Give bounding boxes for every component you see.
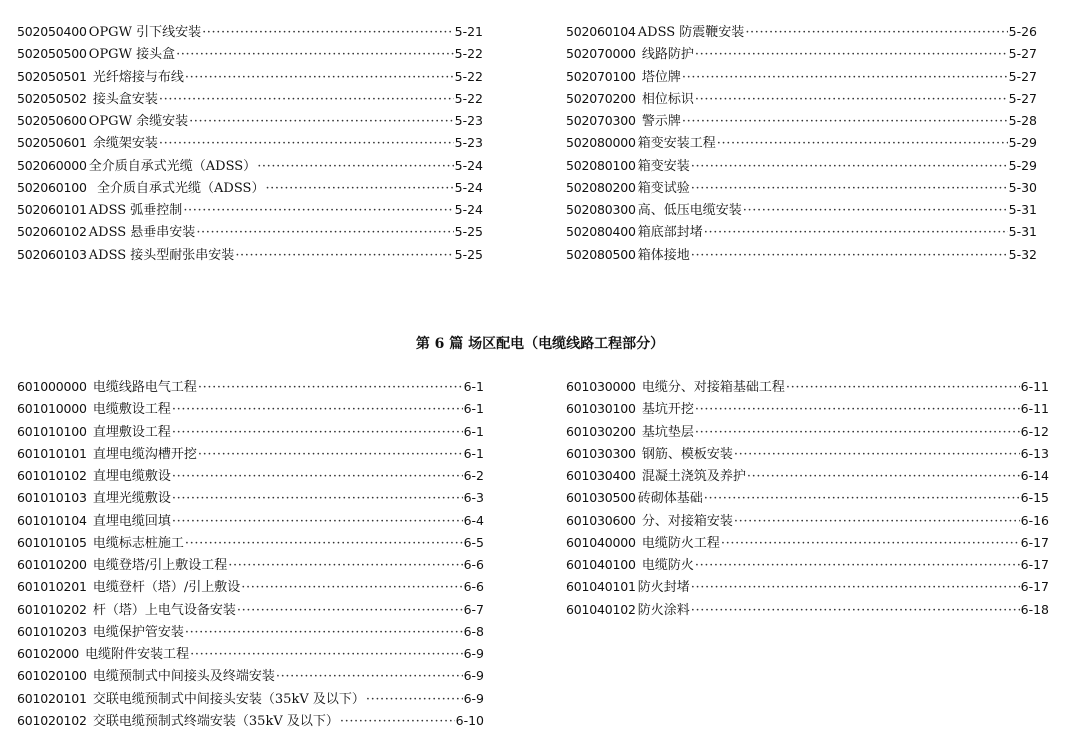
toc-entry [17,88,483,110]
toc-entry [17,665,484,687]
toc-entry [17,599,484,621]
dot-leader [159,133,454,155]
dot-leader [721,533,1020,555]
toc-entry-title: 分、对接箱安装 [637,513,733,529]
toc-entry-page: 6-6 [463,557,484,572]
toc-column-top-right [566,21,1037,266]
toc-entry-code: 601040000 [566,534,636,550]
toc-entry-page: 6-2 [463,468,484,483]
toc-column-top-left [17,21,483,266]
toc-entry [566,110,1037,132]
dot-leader [717,133,1008,155]
dot-leader [198,444,463,466]
toc-entry-page: 5-27 [1008,90,1037,106]
toc-entry-code: 502050501 [17,68,87,84]
toc-entry-title: 基坑垫层 [637,424,694,440]
toc-entry [17,177,483,199]
toc-entry-title: OPGW 余缆安装 [88,114,189,129]
toc-entry-code: 502050601 [17,135,87,151]
toc-entry-page: 5-29 [1008,135,1037,151]
toc-entry [17,576,484,598]
section-title: 第 6 篇 场区配电（电缆线路工程部分） [415,336,665,352]
toc-entry-title: 余缆架安装 [88,136,158,152]
toc-entry-page: 6-14 [1020,468,1049,483]
dot-leader [185,622,463,644]
toc-entry-page: 6-16 [1020,512,1049,528]
toc-column-bottom-right [566,376,1049,621]
toc-entry-page: 5-24 [454,157,483,173]
toc-entry-title: 直埋敷设工程 [88,424,171,440]
toc-entry-code: 601010000 [17,401,87,417]
dot-leader [747,466,1020,488]
toc-entry-code: 601010202 [17,601,87,617]
toc-entry [566,421,1049,443]
toc-entry-page: 5-30 [1008,179,1037,195]
dot-leader [682,67,1008,89]
toc-entry-title: 箱体接地 [637,247,690,263]
toc-entry [17,554,484,576]
toc-entry-title: 基坑开挖 [637,402,694,418]
toc-entry-page: 6-13 [1020,445,1049,461]
toc-entry-page: 5-28 [1008,113,1037,128]
toc-entry-code: 502060102 [17,224,87,240]
toc-entry-code: 502070300 [566,113,636,128]
toc-entry-page: 6-9 [463,690,484,706]
toc-entry-title: ADSS 弧垂控制 [88,203,183,218]
toc-entry [17,110,483,132]
toc-entry-title: 相位标识 [637,91,694,107]
toc-entry-title: 电缆线路电气工程 [88,380,197,395]
dot-leader [183,200,453,222]
toc-entry [566,177,1037,199]
toc-entry-code: 502080400 [566,224,636,240]
toc-entry-page: 5-22 [454,90,483,106]
dot-leader [743,200,1008,222]
toc-entry-code: 601030600 [566,512,636,528]
toc-entry-code: 502060000 [17,157,87,173]
toc-entry [566,599,1049,621]
dot-leader [745,22,1007,44]
dot-leader [172,466,463,488]
toc-entry-page: 5-31 [1008,202,1037,217]
toc-entry [566,376,1049,398]
toc-entry-code: 601010101 [17,445,87,461]
dot-leader [198,377,463,399]
toc-entry-page: 5-26 [1008,24,1037,39]
dot-leader [734,444,1020,466]
toc-entry-page: 5-32 [1008,246,1037,262]
toc-entry [566,66,1037,88]
toc-entry-code: 502050600 [17,113,87,128]
toc-entry-title: 电缆标志桩施工 [88,535,184,551]
toc-entry-page: 6-11 [1020,401,1049,417]
toc-entry-code: 502080200 [566,179,636,195]
toc-entry-page: 5-21 [454,24,483,39]
toc-entry-code: 502060104 [566,24,636,39]
toc-entry-title: ADSS 接头型耐张串安装 [88,247,235,263]
dot-leader [704,488,1020,510]
dot-leader [228,555,462,577]
toc-entry [17,199,483,221]
toc-entry-page: 5-25 [454,224,483,240]
toc-entry-page: 6-4 [463,512,484,528]
toc-entry-code: 601020100 [17,668,87,684]
toc-entry-title: 电缆敷设工程 [88,402,171,418]
dot-leader [172,399,463,421]
toc-entry-title: 全介质自承式光缆（ADSS） [88,158,257,174]
toc-entry-code: 601000000 [17,379,87,394]
toc-entry-code: 601040100 [566,557,636,572]
toc-entry-page: 6-10 [455,712,484,728]
toc-entry-page: 6-15 [1020,490,1049,506]
toc-entry-code: 60102000 [17,646,80,661]
toc-entry [566,576,1049,598]
toc-entry-page: 6-7 [463,601,484,617]
toc-entry [566,199,1037,221]
toc-entry [17,43,483,65]
dot-leader [340,711,455,733]
toc-entry-title: 电缆分、对接箱基础工程 [637,380,785,395]
toc-entry-title: 接头盒安装 [88,91,158,107]
dot-leader [172,511,463,533]
toc-entry-title: 交联电缆预制式中间接头安装（35kV 及以下） [88,691,365,707]
toc-entry-title: 电缆保护管安装 [88,624,184,640]
toc-entry [17,21,483,43]
toc-entry [566,21,1037,43]
toc-entry-title: 全介质自承式光缆（ADSS） [88,180,265,196]
toc-entry [566,43,1037,65]
toc-entry [17,710,484,732]
dot-leader [786,377,1020,399]
toc-entry-code: 502070200 [566,90,636,106]
toc-entry-title: 电缆防火 [637,558,694,573]
toc-entry-code: 502060100 [17,179,87,195]
toc-entry-title: 警示牌 [637,114,681,129]
toc-entry-title: 塔位牌 [637,69,681,85]
dot-leader [695,422,1020,444]
toc-entry-page: 5-24 [454,179,483,195]
toc-entry [17,643,484,665]
toc-entry-code: 601010201 [17,579,87,595]
dot-leader [695,399,1020,421]
dot-leader [734,511,1020,533]
toc-entry-code: 502070100 [566,68,636,84]
toc-entry-page: 6-1 [463,445,484,461]
toc-entry-title: 光纤熔接与布线 [88,69,184,85]
dot-leader [241,577,462,599]
dot-leader [366,689,463,711]
toc-entry-title: OPGW 接头盒 [88,47,176,63]
toc-entry-code: 502050502 [17,90,87,106]
toc-entry-page: 6-17 [1020,579,1049,595]
toc-entry-page: 5-29 [1008,157,1037,173]
toc-entry [17,66,483,88]
toc-entry-page: 5-27 [1008,46,1037,62]
dot-leader [237,600,463,622]
dot-leader [176,44,454,66]
dot-leader [691,156,1008,178]
toc-entry-title: 钢筋、模板安装 [637,446,733,462]
toc-entry-code: 502060103 [17,246,87,262]
toc-entry-title: 混凝土浇筑及养护 [637,469,746,484]
toc-entry-title: 直埋电缆沟槽开挖 [88,446,197,462]
toc-entry [566,510,1049,532]
dot-leader [704,222,1008,244]
toc-entry [566,487,1049,509]
toc-entry-code: 601010200 [17,557,87,572]
dot-leader [172,422,463,444]
dot-leader [682,111,1008,133]
toc-entry-page: 6-12 [1020,423,1049,439]
toc-entry [566,88,1037,110]
toc-entry-code: 502050400 [17,24,87,39]
toc-entry [17,443,484,465]
toc-entry-page: 6-1 [463,401,484,417]
toc-entry-page: 6-17 [1020,557,1049,572]
toc-entry-code: 601010102 [17,468,87,483]
toc-entry-code: 601040101 [566,579,636,595]
toc-entry-code: 502080000 [566,135,636,151]
dot-leader [185,67,454,89]
toc-entry [17,221,483,243]
toc-entry-code: 601020101 [17,690,87,706]
dot-leader [159,89,454,111]
toc-entry [17,465,484,487]
toc-entry-title: 电缆登塔/引上敷设工程 [88,558,228,573]
toc-entry-page: 5-23 [454,113,483,128]
toc-entry [17,487,484,509]
toc-entry [566,554,1049,576]
dot-leader [196,222,453,244]
toc-entry-page: 5-22 [454,46,483,62]
toc-entry-title: 直埋电缆敷设 [88,469,171,484]
toc-entry-code: 601030500 [566,490,636,506]
toc-entry-code: 601030200 [566,423,636,439]
toc-entry-code: 502050500 [17,46,87,62]
toc-entry-page: 5-23 [454,135,483,151]
dot-leader [265,178,453,200]
toc-entry-title: 杆（塔）上电气设备安装 [88,602,236,618]
toc-entry-page: 5-31 [1008,224,1037,240]
dot-leader [276,666,463,688]
toc-entry-page: 5-24 [454,202,483,217]
toc-entry [17,155,483,177]
toc-entry-page: 6-11 [1020,379,1049,394]
toc-entry [566,465,1049,487]
toc-entry-code: 502070000 [566,46,636,62]
toc-entry-code: 601010103 [17,490,87,506]
toc-entry-code: 601010105 [17,534,87,550]
toc-entry-title: 电缆预制式中间接头及终端安装 [88,669,275,685]
toc-entry [17,688,484,710]
toc-entry-code: 502080500 [566,246,636,262]
toc-entry-title: 箱变安装工程 [637,136,716,152]
dot-leader [695,44,1008,66]
toc-entry [17,421,484,443]
toc-entry [566,532,1049,554]
dot-leader [202,22,454,44]
toc-entry-page: 6-17 [1020,534,1049,550]
toc-entry-page: 6-6 [463,579,484,595]
dot-leader [691,178,1008,200]
toc-entry-page: 6-8 [463,623,484,639]
toc-entry-page: 6-9 [463,646,484,661]
toc-entry-code: 601010104 [17,512,87,528]
toc-entry-title: ADSS 悬垂串安装 [88,225,196,241]
toc-entry-title: 箱底部封堵 [637,225,703,241]
toc-entry-code: 601030300 [566,445,636,461]
toc-entry [17,532,484,554]
toc-entry-title: 交联电缆预制式终端安装（35kV 及以下） [88,713,339,729]
toc-entry [17,621,484,643]
toc-entry-code: 502080300 [566,202,636,217]
toc-entry-code: 601010203 [17,623,87,639]
toc-entry-code: 601030000 [566,379,636,394]
toc-entry-page: 5-25 [454,246,483,262]
toc-entry-title: 高、低压电缆安装 [637,203,742,218]
toc-entry [566,244,1037,266]
dot-leader [691,245,1008,267]
toc-entry-title: 线路防护 [637,47,694,63]
toc-entry [566,443,1049,465]
dot-leader [691,577,1020,599]
toc-entry [566,155,1037,177]
dot-leader [257,156,453,178]
toc-entry [566,132,1037,154]
toc-entry [17,376,484,398]
dot-leader [235,245,453,267]
toc-entry-title: 箱变试验 [637,180,690,196]
toc-entry [566,398,1049,420]
dot-leader [691,600,1020,622]
toc-entry-title: 电缆防火工程 [637,535,720,551]
toc-entry [566,221,1037,243]
toc-entry-code: 601040102 [566,601,636,617]
dot-leader [695,89,1008,111]
toc-entry-title: 直埋光缆敷设 [88,491,171,507]
toc-entry-page: 6-9 [463,668,484,684]
toc-entry-title: 砖砌体基础 [637,491,703,507]
toc-entry-title: 箱变安装 [637,158,690,174]
toc-column-bottom-left [17,376,484,732]
dot-leader [695,555,1020,577]
toc-entry [17,132,483,154]
toc-entry-code: 601030100 [566,401,636,417]
toc-entry-page: 6-5 [463,534,484,550]
dot-leader [189,111,454,133]
toc-entry [17,510,484,532]
dot-leader [172,488,463,510]
toc-entry-code: 601020102 [17,712,87,728]
toc-entry-title: 防火封堵 [637,580,690,596]
toc-entry-code: 502080100 [566,157,636,173]
toc-entry-title: OPGW 引下线安装 [88,25,202,40]
toc-entry-code: 601030400 [566,468,636,483]
dot-leader [190,644,462,666]
toc-entry-page: 5-27 [1008,68,1037,84]
toc-entry-page: 6-1 [463,379,484,394]
toc-entry [17,398,484,420]
toc-entry-page: 6-1 [463,423,484,439]
toc-entry-code: 601010100 [17,423,87,439]
toc-entry-title: 直埋电缆回填 [88,513,171,529]
toc-entry-title: 电缆登杆（塔）/引上敷设 [88,580,241,596]
toc-entry-page: 6-18 [1020,601,1049,617]
toc-entry-code: 502060101 [17,202,87,217]
dot-leader [185,533,463,555]
toc-entry-title: ADSS 防震鞭安装 [637,25,745,40]
toc-entry-page: 6-3 [463,490,484,506]
toc-entry-title: 电缆附件安装工程 [81,647,190,662]
toc-entry-page: 5-22 [454,68,483,84]
toc-entry [17,244,483,266]
toc-entry-title: 防火涂料 [637,602,690,618]
